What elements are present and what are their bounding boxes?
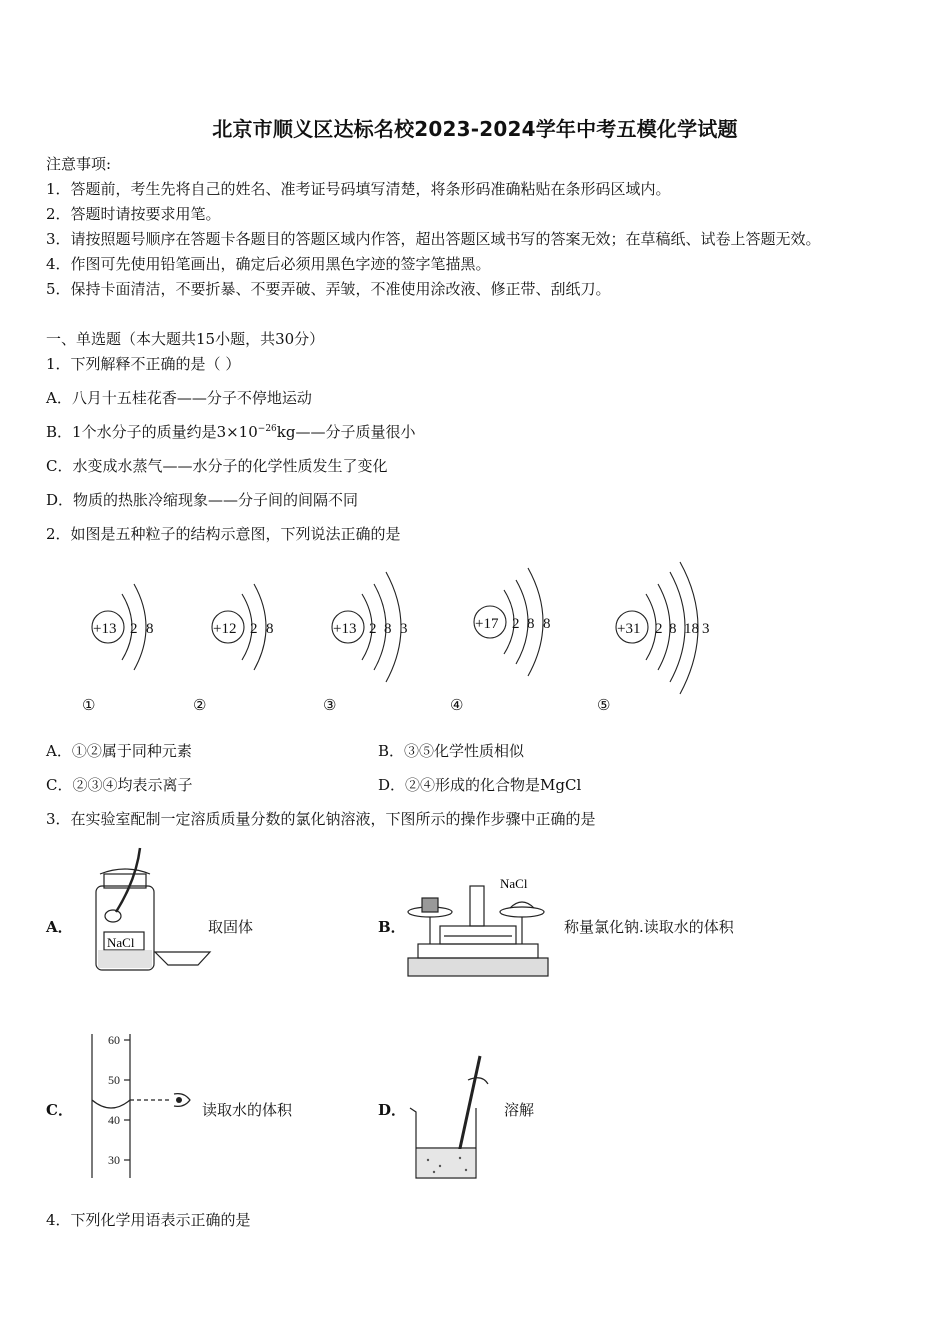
q1-option-c: C．水变成水蒸气——水分子的化学性质发生了变化: [46, 457, 388, 475]
stir-arrow: [468, 1078, 488, 1084]
particle-label: ②: [193, 698, 207, 714]
q1-option-b-suffix: kg——分子质量很小: [276, 423, 416, 441]
shell-count: 8: [384, 621, 392, 637]
shell-count: 3: [702, 621, 710, 637]
beaker-illustration: [400, 1050, 500, 1185]
notice-item: 5．保持卡面清洁，不要折暴、不要弄破、弄皱，不准使用涂改液、修正带、刮纸刀。: [46, 280, 611, 298]
shell-count: 3: [400, 621, 408, 637]
notice-item: 3．请按照题号顺序在答题卡各题目的答题区域内作答，超出答题区域书写的答案无效；在草稿纸、试卷上答题无效。: [46, 230, 821, 248]
shell-count: 2: [250, 621, 258, 637]
q2-option-a: A．①②属于同种元素: [46, 742, 192, 760]
cylinder-tick-label: 40: [108, 1113, 120, 1127]
q3-option-c-text: 读取水的体积: [202, 1101, 293, 1119]
cylinder-tick-label: 60: [108, 1033, 120, 1047]
q1-option-a: A．八月十五桂花香——分子不停地运动: [46, 389, 312, 407]
question-3-stem: 3．在实验室配制一定溶质质量分数的氯化钠溶液，下图所示的操作步骤中正确的是: [46, 810, 596, 828]
measuring-cylinder-illustration: [80, 1028, 200, 1183]
shell-count: 8: [527, 616, 535, 632]
q3-option-a-text: 取固体: [208, 918, 254, 936]
eye-pupil: [176, 1097, 182, 1103]
shell-count: 2: [655, 621, 663, 637]
q2-option-d: D．②④形成的化合物是MgCl: [378, 776, 582, 794]
nucleus-charge: +31: [617, 621, 641, 637]
q1-option-b: [46, 421, 415, 442]
q3-option-d-label: D．: [378, 1101, 407, 1119]
page-title: 北京市顺义区达标名校2023-2024学年中考五模化学试题: [212, 117, 738, 141]
powder: [98, 950, 152, 968]
shell-count: 8: [543, 616, 551, 632]
shell-count: 8: [146, 621, 154, 637]
question-2-stem: 2．如图是五种粒子的结构示意图，下列说法正确的是: [46, 525, 401, 543]
cylinder-tick-label: 30: [108, 1153, 120, 1167]
particle-diagrams: [40, 560, 740, 720]
q3-option-b-label: B．: [378, 918, 406, 936]
nucleus-charge: +12: [213, 621, 237, 637]
q1-option-d: D．物质的热胀冷缩现象——分子间的间隔不同: [46, 491, 359, 509]
balance-platform: [418, 944, 538, 958]
shell-count: 2: [512, 616, 520, 632]
right-pan: [500, 907, 544, 917]
notice-item: 4．作图可先使用铅笔画出，确定后必须用黑色字迹的签字笔描黑。: [46, 255, 491, 273]
nucleus-charge: +13: [333, 621, 357, 637]
particle-label: ③: [323, 698, 337, 714]
balance-beam-box: [440, 926, 516, 944]
shell-count: 8: [669, 621, 677, 637]
balance-base: [408, 958, 548, 976]
q3-option-c-label: C．: [46, 1101, 73, 1119]
shell-count: 2: [130, 621, 138, 637]
notice-heading: 注意事项:: [46, 155, 112, 173]
nucleus-charge: +13: [93, 621, 117, 637]
pan-label-text: NaCl: [500, 876, 528, 891]
cylinder-tick-label: 50: [108, 1073, 120, 1087]
balance-pillar: [470, 886, 484, 926]
section-heading: 一、单选题（本大题共15小题，共30分）: [46, 330, 325, 348]
bottle-label-text: NaCl: [107, 935, 135, 950]
particle-label: ④: [450, 698, 464, 714]
shell-count: 18: [684, 621, 699, 637]
reagent-bottle-illustration: [80, 840, 220, 975]
notice-item: 1．答题前，考生先将自己的姓名、准考证号码填写清楚，将条形码准确粘贴在条形码区域内。: [46, 180, 671, 198]
q1-option-b-exponent: −26: [257, 424, 277, 434]
q3-option-a-label: A．: [46, 918, 73, 936]
balance-illustration: [400, 868, 550, 983]
notice-item: 2．答题时请按要求用笔。: [46, 205, 221, 223]
shell-count: 2: [369, 621, 377, 637]
q3-option-d-text: 溶解: [504, 1101, 535, 1119]
question-1-stem: 1．下列解释不正确的是（ ）: [46, 355, 241, 373]
q3-option-b-text: 称量氯化钠.读取水的体积: [564, 918, 734, 936]
q2-option-b: B．③⑤化学性质相似: [378, 742, 525, 760]
q2-option-c: C．②③④均表示离子: [46, 776, 193, 794]
particle-label: ①: [82, 698, 96, 714]
spoon-handle: [116, 848, 140, 912]
lid-dish: [155, 952, 210, 965]
q1-option-b-prefix: B．1个水分子的质量约是3×10: [46, 423, 258, 441]
meniscus: [92, 1100, 130, 1108]
particle-label: ⑤: [597, 698, 611, 714]
question-4-stem: 4．下列化学用语表示正确的是: [46, 1211, 251, 1229]
nucleus-charge: +17: [475, 616, 499, 632]
bottle-rim: [100, 869, 150, 874]
weight: [422, 898, 438, 912]
liquid-fill: [417, 1149, 475, 1177]
shell-count: 8: [266, 621, 274, 637]
spoon-bowl: [105, 910, 121, 922]
